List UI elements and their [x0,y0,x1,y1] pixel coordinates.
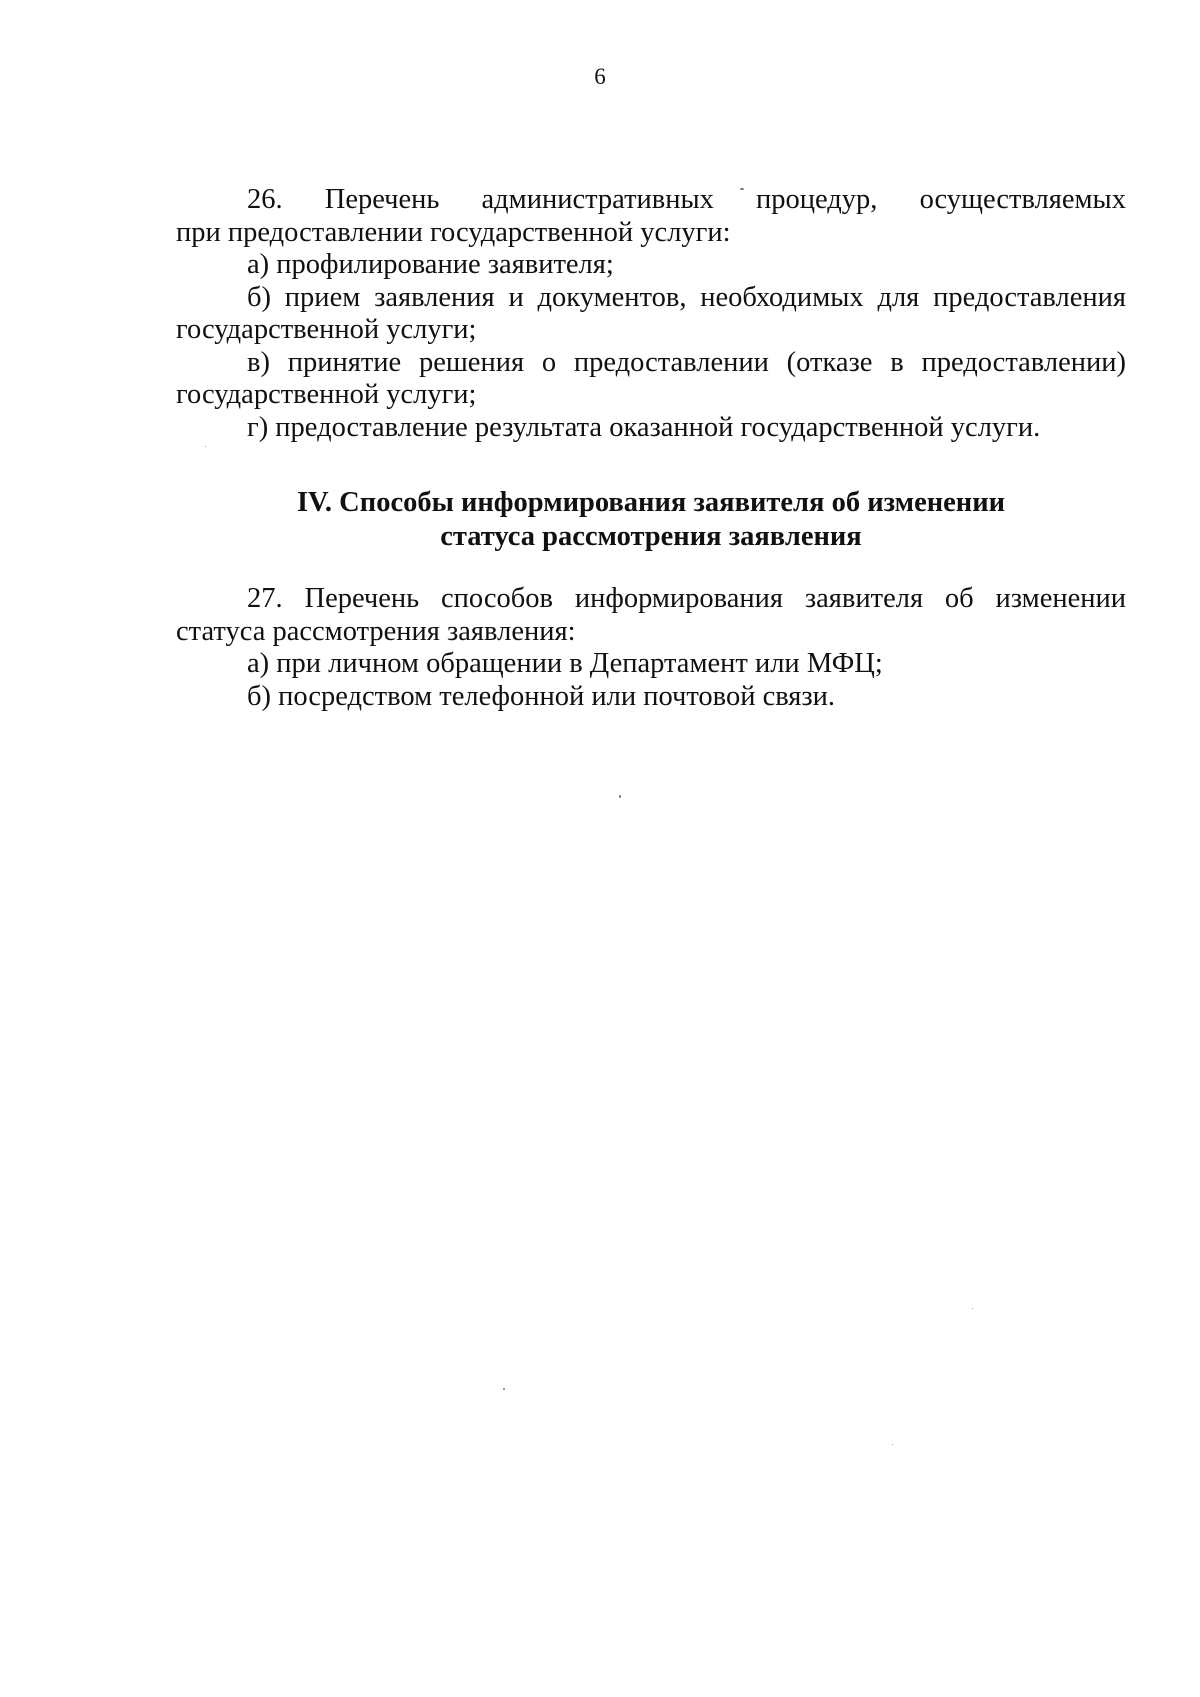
section-26-item-g: г) предоставление результата оказанной государственной услуги. [247,411,1041,443]
section-27-item-b: б) посредством телефонной или почтовой связи. [247,680,836,712]
scan-speck [205,446,206,447]
heading-line-2: статуса рассмотрения заявления [440,521,862,552]
section-26 [176,184,1126,444]
intro-word: осуществляемых [919,184,1126,215]
section-heading [176,486,1126,554]
section-27 [176,583,1126,713]
intro-word: процедур, [756,184,878,215]
section-26-item-v: в) принятие решения о предоставлении (отказе в предоставлении) государственной услуги; [176,346,1126,410]
intro-word: административных [481,184,714,215]
page-number: 6 [594,64,606,89]
scan-speck [892,1444,893,1445]
heading-line-1: IV. Способы информирования заявителя об изменении [296,487,1006,518]
scan-speck [972,1308,973,1309]
scan-speck [619,795,621,798]
section-26-intro-rest: при предоставлении государственной услуги: [176,216,731,248]
scan-speck [740,188,744,190]
intro-word: Перечень [324,184,440,215]
section-26-item-a: а) профилирование заявителя; [247,249,614,280]
section-26-item-b: б) прием заявления и документов, необходимых для предоставления государственной услуги; [176,281,1126,345]
section-27-item-a: а) при личном обращении в Департамент или МФЦ; [247,648,883,679]
intro-word: 26. [247,184,283,215]
section-26-intro-line [176,184,1126,217]
scan-speck [503,1388,505,1390]
section-27-intro: 27. Перечень способов информирования заявителя об изменении статуса рассмотрения заявления: [176,583,1126,647]
